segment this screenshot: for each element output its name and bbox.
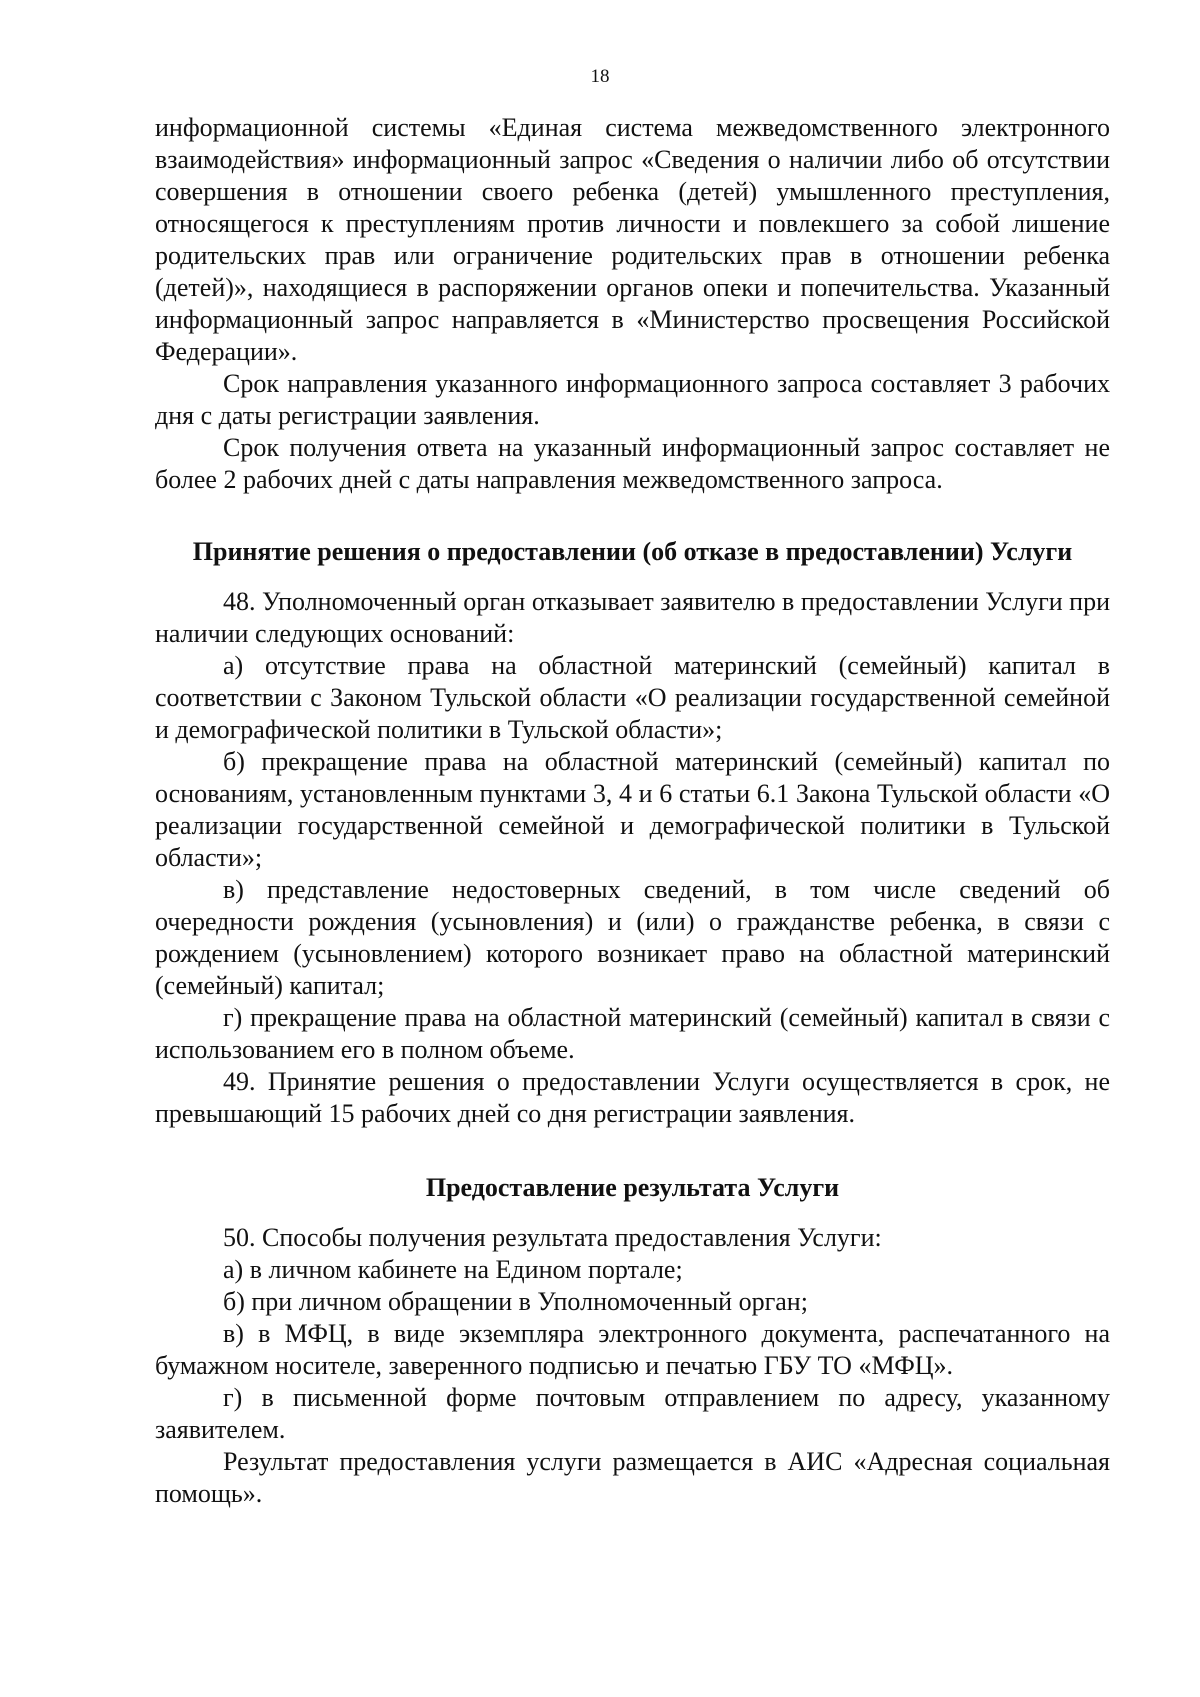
clause-50-g: г) в письменной форме почтовым отправлением по адресу, указанному заявителем. xyxy=(155,1383,1110,1444)
clause-48-a: а) отсутствие права на областной материнский (семейный) капитал в соответствии с Законом Тульской области «О реализации государственной семейной и демографической политики в Тульской области»; xyxy=(155,651,1110,744)
clause-48-g: г) прекращение права на областной материнский (семейный) капитал в связи с использованием его в полном объеме. xyxy=(155,1003,1110,1064)
clause-50-v: в) в МФЦ, в виде экземпляра электронного документа, распечатанного на бумажном носителе, заверенного подписью и печатью ГБУ ТО «МФЦ». xyxy=(155,1319,1110,1380)
clause-48-v: в) представление недостоверных сведений, в том числе сведений об очередности рождения (усыновления) и (или) о гражданстве ребенка, в связи с рождением (усыновлением) которого возникает право на областной материнский (семейный) капитал; xyxy=(155,875,1110,1000)
clause-49: 49. Принятие решения о предоставлении Услуги осуществляется в срок, не превышающий 15 рабочих дней со дня регистрации заявления. xyxy=(155,1067,1110,1128)
clause-50: 50. Способы получения результата предоставления Услуги: xyxy=(223,1223,882,1252)
intro-paragraph-1: информационной системы «Единая система межведомственного электронного взаимодействия» информационный запрос «Сведения о наличии либо об отсутствии совершения в отношении своего ребенка (детей) умышленного преступления, относящегося к преступлениям против личности и повлекшего за собой лишение родительских прав или ограничение родительских прав в отношении ребенка (детей)», находящиеся в распоряжении органов опеки и попечительства. Указанный информационный запрос направляется в «Министерство просвещения Российской Федерации». xyxy=(155,113,1110,366)
clause-50-a: а) в личном кабинете на Едином портале; xyxy=(223,1255,683,1284)
clause-48: 48. Уполномоченный орган отказывает заявителю в предоставлении Услуги при наличии следующих оснований: xyxy=(155,587,1110,648)
result-placement-paragraph: Результат предоставления услуги размещается в АИС «Адресная социальная помощь». xyxy=(155,1447,1110,1508)
document-body xyxy=(155,112,1110,1510)
page-number: 18 xyxy=(590,66,610,87)
section-heading-result: Предоставление результата Услуги xyxy=(425,1173,840,1202)
clause-48-b: б) прекращение права на областной материнский (семейный) капитал по основаниям, установленным пунктами 3, 4 и 6 статьи 6.1 Закона Тульской области «О реализации государственной семейной и демографической политики в Тульской области»; xyxy=(155,747,1110,872)
section-heading-decision: Принятие решения о предоставлении (об отказе в предоставлении) Услуги xyxy=(192,537,1073,566)
intro-paragraph-3: Срок получения ответа на указанный информационный запрос составляет не более 2 рабочих дней с даты направления межведомственного запроса. xyxy=(155,433,1110,494)
clause-50-b: б) при личном обращении в Уполномоченный орган; xyxy=(223,1287,808,1316)
intro-paragraph-2: Срок направления указанного информационного запроса составляет 3 рабочих дня с даты регистрации заявления. xyxy=(155,369,1110,430)
